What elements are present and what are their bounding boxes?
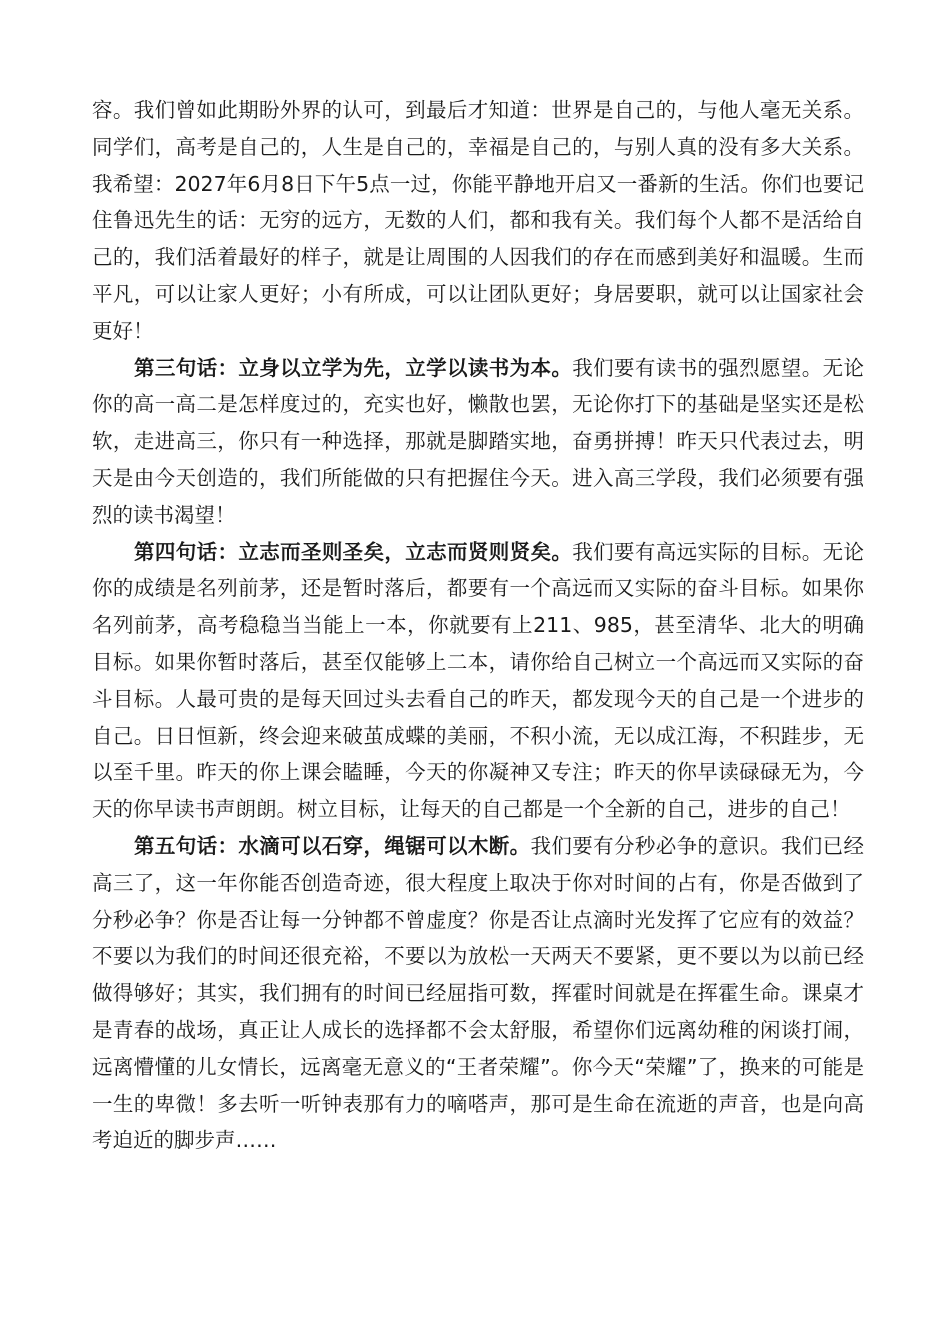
paragraph-body: 我们要有分秒必争的意识。我们已经高三了，这一年你能否创造奇迹，很大程度上取决于你对时间的占有，你是否做到了分秒必争？你是否让每一分钟都不曾虚度？你是否让点滴时光发挥了它应有的效益？不要以为我们的时间还很充裕，不要以为放松一天两天不要紧，更不要以为以前已经做得够好；其实，我们拥有的时间已经屈指可数，挥霍时间就是在挥霍生命。课桌才是青春的战场，真正让人成长的选择都不会太舒服，希望你们远离幼稚的闲谈打闹，远离懵懂的儿女情长，远离毫无意义的“王者荣耀”。你今天“荣耀”了，换来的可能是一生的卑微！多去听一听钟表那有力的嘀嗒声，那可是生命在流逝的声音，也是向高考迫近的脚步声…… [92, 833, 865, 1153]
paragraph-lead: 第五句话：水滴可以石穿，绳锯可以木断。 [134, 833, 531, 858]
paragraph-lead: 第三句话：立身以立学为先，立学以读书为本。 [134, 355, 573, 380]
paragraph-body: 我们要有读书的强烈愿望。无论你的高一高二是怎样度过的，充实也好，懒散也罢，无论你打下的基础是坚实还是松软，走进高三，你只有一种选择，那就是脚踏实地，奋勇拼搏！昨天只代表过去，明天是由今天创造的，我们所能做的只有把握住今天。进入高三学段，我们必须要有强烈的读书渴望！ [92, 355, 865, 527]
paragraph-fourth-saying [92, 534, 864, 828]
paragraph-third-saying [92, 350, 864, 534]
paragraph-body: 我们要有高远实际的目标。无论你的成绩是名列前茅，还是暂时落后，都要有一个高远而又实际的奋斗目标。如果你名列前茅，高考稳稳当当能上一本，你就要有上211、985，甚至清华、北大的明确目标。如果你暂时落后，甚至仅能够上二本，请你给自己树立一个高远而又实际的奋斗目标。人最可贵的是每天回过头去看自己的昨天，都发现今天的自己是一个进步的自己。日日恒新，终会迎来破茧成蝶的美丽，不积小流，无以成江海，不积跬步，无以至千里。昨天的你上课会瞌睡，今天的你凝神又专注；昨天的你早读碌碌无为，今天的你早读书声朗朗。树立目标，让每天的自己都是一个全新的自己，进步的自己！ [92, 539, 865, 822]
paragraph-fifth-saying [92, 828, 864, 1159]
paragraph-body: 容。我们曾如此期盼外界的认可，到最后才知道：世界是自己的，与他人毫无关系。同学们，高考是自己的，人生是自己的，幸福是自己的，与别人真的没有多大关系。我希望：2027年6月8日下午5点一过，你能平静地开启又一番新的生活。你们也要记住鲁迅先生的话：无穷的远方，无数的人们，都和我有关。我们每个人都不是活给自己的，我们活着最好的样子，就是让周围的人因我们的存在而感到美好和温暖。生而平凡，可以让家人更好；小有所成，可以让团队更好；身居要职，就可以让国家社会更好！ [92, 98, 864, 343]
paragraph-lead: 第四句话：立志而圣则圣矣，立志而贤则贤矣。 [134, 539, 573, 564]
document-page [92, 92, 864, 1159]
paragraph-continuation [92, 92, 864, 350]
